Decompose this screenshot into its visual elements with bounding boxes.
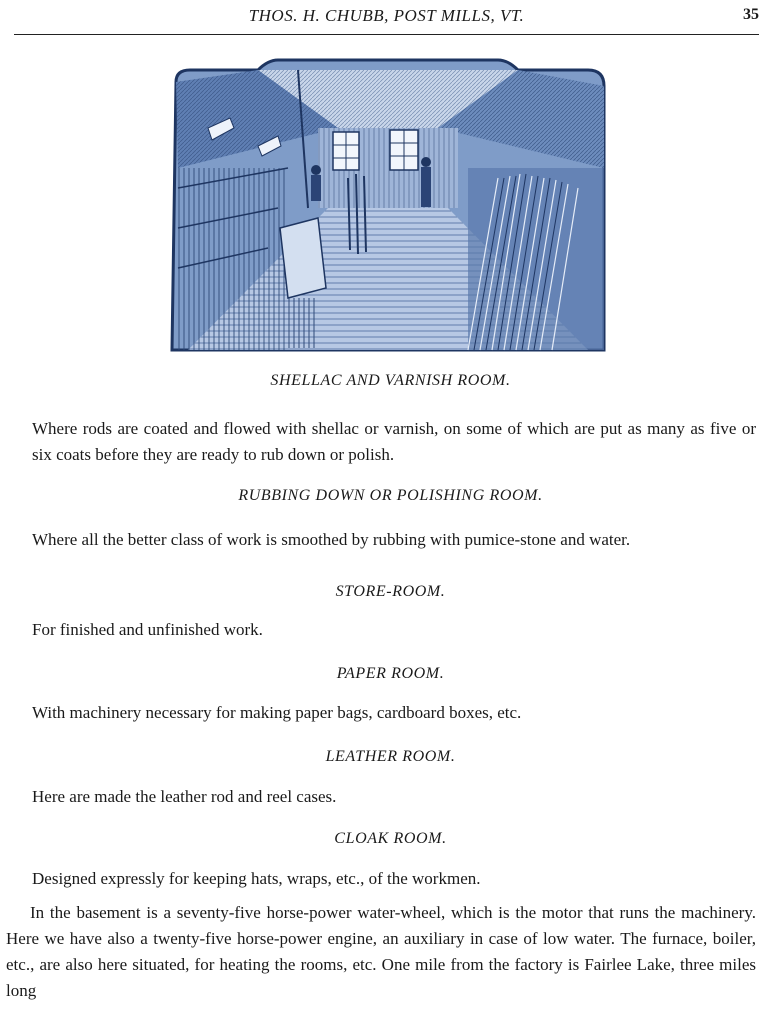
- section-text-store-room: For finished and unfinished work.: [32, 620, 263, 639]
- section-text-leather-room: Here are made the leather rod and reel cases.: [32, 787, 337, 806]
- section-heading-cloak-room: CLOAK ROOM.: [334, 830, 447, 847]
- section-heading-shellac: SHELLAC AND VARNISH ROOM.: [270, 372, 511, 389]
- section-heading-store-room: STORE-ROOM.: [335, 583, 446, 600]
- basement-paragraph: In the basement is a seventy-five horse-power water-wheel, which is the motor that runs the machinery. Here we have also a twenty-five horse-power engine, an auxiliary in case of low water. The furnace, boiler, etc., are also here situated, for heating the rooms, etc. One mile from the factory is Fairlee Lake, three miles long: [6, 903, 756, 1000]
- section-heading-rubbing: RUBBING DOWN OR POLISHING ROOM.: [238, 487, 543, 504]
- section-text-rubbing: Where all the better class of work is smoothed by rubbing with pumice-stone and water.: [32, 530, 631, 549]
- shellac-room-illustration: [168, 58, 608, 352]
- section-heading-leather-room: LEATHER ROOM.: [325, 748, 456, 765]
- page-number: 35: [743, 6, 759, 23]
- section-text-shellac: Where rods are coated and flowed with shellac or varnish, on some of which are put as many as five or six coats before they are ready to rub down or polish.: [32, 419, 756, 464]
- section-text-cloak-room: Designed expressly for keeping hats, wraps, etc., of the workmen.: [32, 869, 481, 888]
- section-text-paper-room: With machinery necessary for making paper bags, cardboard boxes, etc.: [32, 703, 522, 722]
- section-heading-paper-room: PAPER ROOM.: [336, 665, 445, 682]
- page-header: [14, 4, 759, 35]
- running-title: THOS. H. CHUBB, POST MILLS, VT.: [248, 6, 525, 25]
